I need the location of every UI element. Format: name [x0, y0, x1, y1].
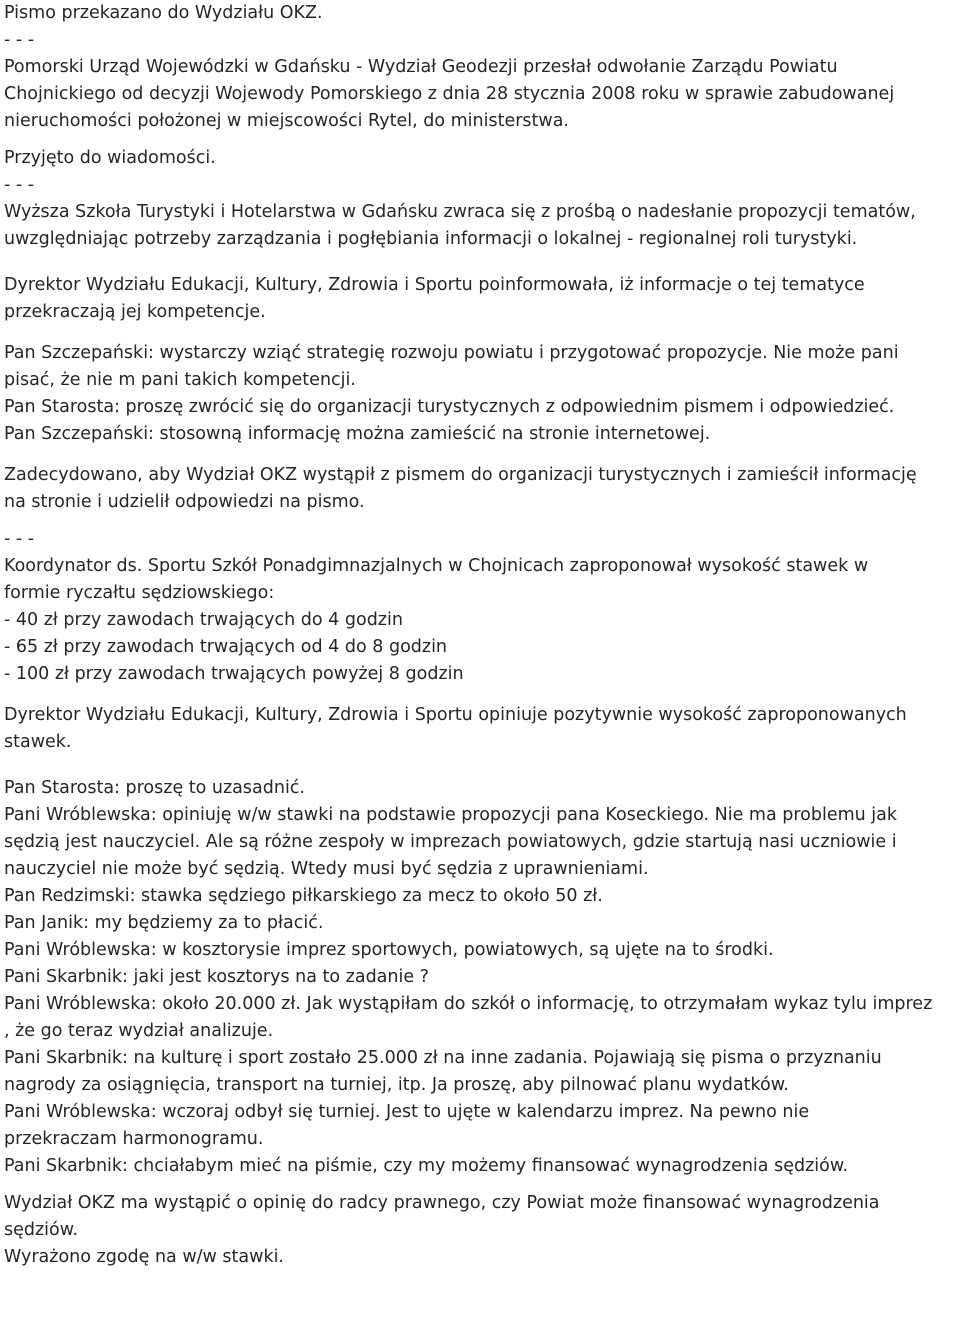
separator-line: - - - [4, 175, 35, 195]
item-3-discussion [4, 775, 958, 1180]
text-line: sędzią jest nauczyciel. Ale są różne zespoły w imprezach powiatowych, gdzie startują nasi uczniowie i [4, 832, 897, 852]
item-2-decision [4, 462, 958, 516]
rate-list-item: - 40 zł przy zawodach trwających do 4 godzin [4, 610, 403, 630]
text-line: Pan Redzimski: stawka sędziego piłkarskiego za mecz to około 50 zł. [4, 886, 603, 906]
text-line: stawek. [4, 732, 72, 752]
text-line: nauczyciel nie może być sędzią. Wtedy musi być sędzia z uprawnieniami. [4, 859, 649, 879]
text-line: Pan Szczepański: wystarczy wziąć strategię rozwoju powiatu i przygotować propozycje. Nie może pani [4, 343, 899, 363]
text-line: formie ryczałtu sędziowskiego: [4, 583, 275, 603]
text-line: Zadecydowano, aby Wydział OKZ wystąpił z pismem do organizacji turystycznych i zamieścił informację [4, 465, 917, 485]
text-line: Pomorski Urząd Wojewódzki w Gdańsku - Wydział Geodezji przesłał odwołanie Zarządu Powiatu [4, 57, 838, 77]
text-line: przekraczam harmonogramu. [4, 1129, 264, 1149]
text-line: Chojnickiego od decyzji Wojewody Pomorskiego z dnia 28 stycznia 2008 roku w sprawie zabudowanej [4, 84, 895, 104]
text-line: Pani Wróblewska: około 20.000 zł. Jak wystąpiłam do szkół o informację, to otrzymałam wykaz tylu imprez [4, 994, 933, 1014]
text-line: , że go teraz wydział analizuje. [4, 1021, 274, 1041]
text-line: Pan Szczepański: stosowną informację można zamieścić na stronie internetowej. [4, 424, 711, 444]
text-line: Dyrektor Wydziału Edukacji, Kultury, Zdrowia i Sportu poinformowała, iż informacje o tej tematyce [4, 275, 865, 295]
text-line: Pani Wróblewska: w kosztorysie imprez sportowych, powiatowych, są ujęte na to środki. [4, 940, 774, 960]
text-line: Wyższa Szkoła Turystyki i Hotelarstwa w Gdańsku zwraca się z prośbą o nadesłanie propozycji tematów, [4, 202, 916, 222]
document-body [4, 0, 958, 1271]
text-line: Pan Starosta: proszę zwrócić się do organizacji turystycznych z odpowiednim pismem i odpowiedzieć. [4, 397, 895, 417]
item-2-paragraph-1 [4, 199, 958, 253]
item-3-paragraph-1 [4, 553, 958, 688]
text-line: Wyrażono zgodę na w/w stawki. [4, 1247, 284, 1267]
text-line: Pan Janik: my będziemy za to płacić. [4, 913, 324, 933]
item-2-paragraph-3 [4, 340, 958, 448]
text-line: Dyrektor Wydziału Edukacji, Kultury, Zdrowia i Sportu opiniuje pozytywnie wysokość zaproponowanych [4, 705, 907, 725]
intro-line: Pismo przekazano do Wydziału OKZ. [4, 3, 323, 23]
text-line: Przyjęto do wiadomości. [4, 148, 216, 168]
item-1-paragraph-2 [4, 145, 958, 172]
text-line: pisać, że nie m pani takich kompetencji. [4, 370, 356, 390]
item-3-paragraph-2 [4, 702, 958, 756]
rate-list-item: - 100 zł przy zawodach trwających powyżej 8 godzin [4, 664, 464, 684]
text-line: Pani Skarbnik: chciałabym mieć na piśmie, czy my możemy finansować wynagrodzenia sędziów. [4, 1156, 849, 1176]
text-line: nieruchomości położonej w miejscowości Rytel, do ministerstwa. [4, 111, 569, 131]
text-line: uwzględniając potrzeby zarządzania i pogłębiania informacji o lokalnej - regionalnej roli turystyki. [4, 229, 858, 249]
separator-line: - - - [4, 30, 35, 50]
text-line: nagrody za osiągnięcia, transport na turniej, itp. Ja proszę, aby pilnować planu wydatków. [4, 1075, 789, 1095]
item-3-decision [4, 1190, 958, 1271]
item-2-paragraph-2 [4, 272, 958, 326]
item-1-paragraph-1 [4, 54, 958, 135]
text-line: na stronie i udzielił odpowiedzi na pismo. [4, 492, 365, 512]
text-line: sędziów. [4, 1220, 79, 1240]
text-line: przekraczają jej kompetencje. [4, 302, 266, 322]
separator-line: - - - [4, 529, 35, 549]
text-line: Pan Starosta: proszę to uzasadnić. [4, 778, 305, 798]
rate-list-item: - 65 zł przy zawodach trwających od 4 do 8 godzin [4, 637, 448, 657]
text-line: Wydział OKZ ma wystąpić o opinię do radcy prawnego, czy Powiat może finansować wynagrodzenia [4, 1193, 880, 1213]
text-line: Pani Wróblewska: wczoraj odbył się turniej. Jest to ujęte w kalendarzu imprez. Na pewno nie [4, 1102, 810, 1122]
text-line: Koordynator ds. Sportu Szkół Ponadgimnazjalnych w Chojnicach zaproponował wysokość stawek w [4, 556, 869, 576]
text-line: Pani Skarbnik: na kulturę i sport zostało 25.000 zł na inne zadania. Pojawiają się pisma o przyznaniu [4, 1048, 882, 1068]
text-line: Pani Skarbnik: jaki jest kosztorys na to zadanie ? [4, 967, 429, 987]
text-line: Pani Wróblewska: opiniuję w/w stawki na podstawie propozycji pana Koseckiego. Nie ma problemu jak [4, 805, 898, 825]
